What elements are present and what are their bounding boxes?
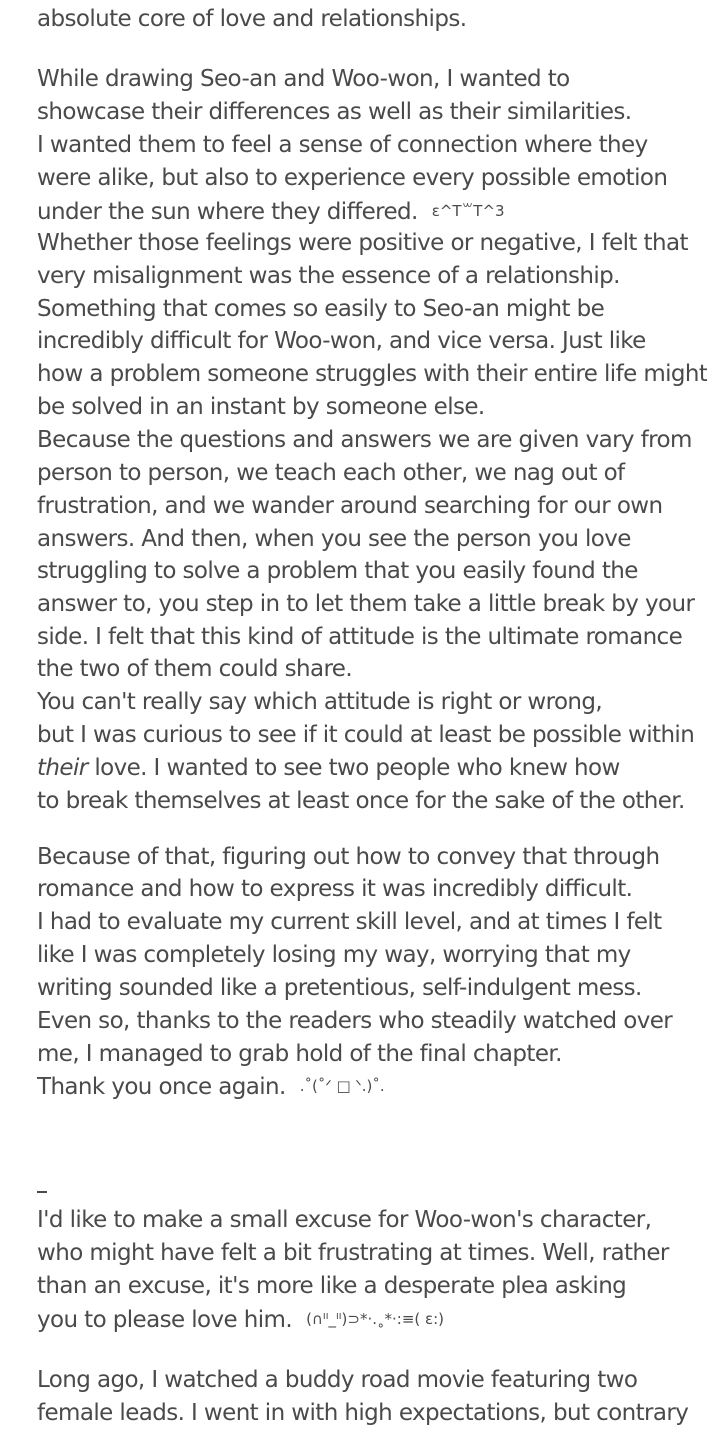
text-line: showcase their differences as well as their similarities. — [37, 99, 632, 125]
text-line: I wanted them to feel a sense of connection where they — [37, 132, 648, 158]
text-line: than an excuse, it's more like a desperate plea asking — [37, 1273, 627, 1299]
text-line: Long ago, I watched a buddy road movie featuring two — [37, 1367, 638, 1393]
text-line-with-emoticon — [37, 195, 505, 228]
text-line: writing sounded like a pretentious, self-indulgent mess. — [37, 975, 642, 1001]
text-line: me, I managed to grab hold of the final chapter. — [37, 1041, 562, 1067]
text-line: like I was completely losing my way, worrying that my — [37, 942, 631, 968]
text-line: female leads. I went in with high expectations, but contrary — [37, 1400, 689, 1426]
text-line-with-emoticon — [37, 1070, 385, 1103]
text-line: I'd like to make a small excuse for Woo-won's character, — [37, 1207, 652, 1233]
section-divider — [37, 1191, 47, 1193]
text-segment: Thank you once again. — [37, 1074, 286, 1100]
text-line: were alike, but also to experience every possible emotion — [37, 165, 668, 191]
text-line: romance and how to express it was incredibly difficult. — [37, 876, 633, 902]
text-line: side. I felt that this kind of attitude is the ultimate romance — [37, 624, 683, 650]
text-line: how a problem someone struggles with their entire life might — [37, 361, 707, 387]
text-line: You can't really say which attitude is right or wrong, — [37, 689, 603, 715]
text-line: Whether those feelings were positive or negative, I felt that — [37, 230, 688, 256]
text-segment: under the sun where they differed. — [37, 199, 418, 225]
text-line: be solved in an instant by someone else. — [37, 394, 485, 420]
crying-emoticon: ε^T꒳T^3 — [431, 202, 505, 220]
text-line: person to person, we teach each other, we nag out of — [37, 460, 625, 486]
italic-word: their — [37, 755, 88, 781]
text-line-with-italic — [37, 752, 620, 785]
pleading-emoticon: (∩ᴵᴵ_ᴵᴵ)⊃*·.˳*·:≡( ε:) — [306, 1310, 445, 1328]
text-line: Something that comes so easily to Seo-an might be — [37, 296, 605, 322]
text-line: but I was curious to see if it could at least be possible within — [37, 722, 695, 748]
text-segment: you to please love him. — [37, 1307, 293, 1333]
text-line: who might have felt a bit frustrating at times. Well, rather — [37, 1240, 669, 1266]
text-line: While drawing Seo-an and Woo-won, I wanted to — [37, 66, 570, 92]
text-line: absolute core of love and relationships. — [37, 6, 467, 32]
text-segment: love. I wanted to see two people who knew how — [94, 755, 620, 781]
text-line: to break themselves at least once for the sake of the other. — [37, 788, 685, 814]
text-line: incredibly difficult for Woo-won, and vice versa. Just like — [37, 328, 646, 354]
text-line: Because the questions and answers we are given vary from — [37, 427, 692, 453]
text-line: answers. And then, when you see the person you love — [37, 526, 631, 552]
text-line: the two of them could share. — [37, 656, 353, 682]
text-line: struggling to solve a problem that you easily found the — [37, 558, 638, 584]
text-line: frustration, and we wander around searching for our own — [37, 493, 663, 519]
text-line: very misalignment was the essence of a relationship. — [37, 263, 620, 289]
text-line: I had to evaluate my current skill level, and at times I felt — [37, 909, 662, 935]
text-line: Even so, thanks to the readers who steadily watched over — [37, 1008, 673, 1034]
text-line: Because of that, figuring out how to convey that through — [37, 844, 660, 870]
text-line: answer to, you step in to let them take a little break by your — [37, 591, 695, 617]
crying-emoticon: .˚(˚ᐟ □ ᐠ.)˚. — [299, 1077, 385, 1095]
document-page — [37, 0, 707, 1429]
text-line-with-emoticon — [37, 1303, 444, 1336]
